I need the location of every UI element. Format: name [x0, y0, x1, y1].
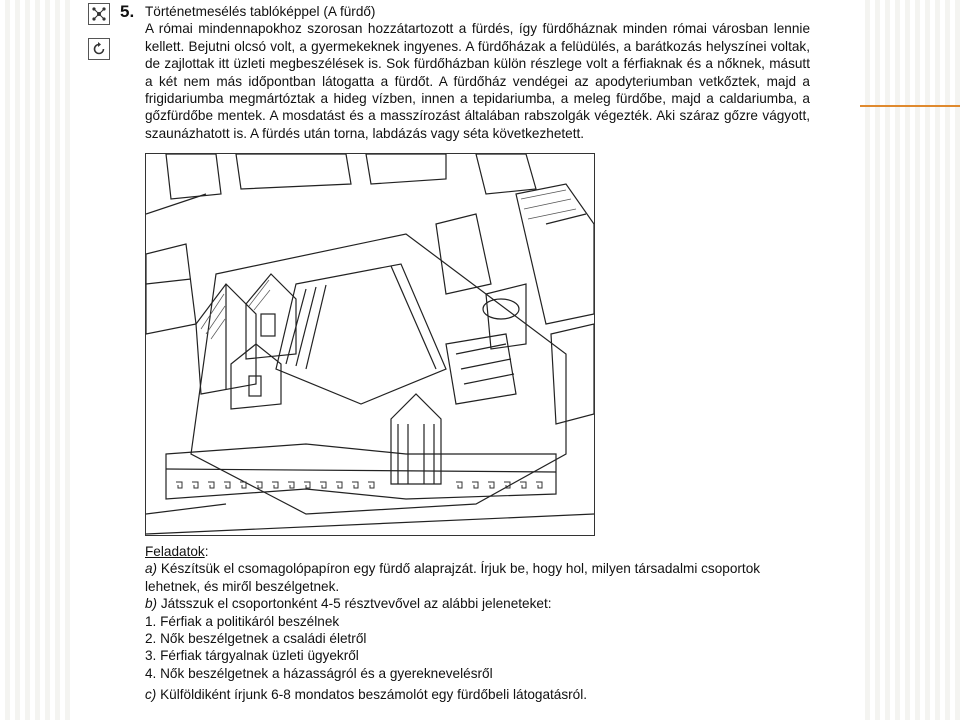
task-c-line: Külföldiként írjunk 6-8 mondatos beszámolót egy fürdőbeli látogatásról.: [156, 687, 588, 703]
task-a-line2: lehetnek, és miről beszélgetnek.: [145, 578, 340, 594]
task-b-item: 1. Férfiak a politikáról beszélnek: [145, 613, 340, 629]
exercise-number: 5.: [120, 2, 135, 21]
exercise-body: A római mindennapokhoz szorosan hozzátartozott a fürdés, így fürdőháznak minden római városban lennie kellett. Bejutni olcsó volt, a gyermekeknek ingyenes. A fürdőházak a felüdülés, a barátkozás helyszínei voltak, de zajlottak itt üzleti megbeszélések is. Sok fürdőházban külön részlege volt a férfiaknak és a nőknek, másutt a két nem más időpontban látogatta a fürdőt. A fürdőház vendégei az apodyteriumban vetkőztek, majd a frigidariumba megmártóztak a hideg vízben, innen a tepidariumba, a meleg fürdőbe, majd a caldariumba, a gőzfürdőbe mentek. A mosdatást és a masszírozást általában rabszolgák végezték. Aki száraz gőzre vágyott, szaunázhatott is. A fürdés után torna, labdázás vagy séta következhetett.: [145, 21, 810, 141]
exercise-title: Történetmesélés tablóképpel (A fürdő): [145, 4, 376, 19]
task-b-line: Játsszuk el csoportonként 4-5 résztvevővel az alábbi jeleneteket:: [157, 596, 552, 612]
right-stripe-background: [860, 0, 960, 720]
task-b-item: 4. Nők beszélgetnek a házasságról és a gyereknevelésről: [145, 665, 493, 681]
tasks-heading-colon: :: [204, 544, 209, 559]
roman-bath-drawing: [146, 154, 594, 535]
task-a-line1: Készítsük el csomagolópapíron egy fürdő alaprajzát. Írjuk be, hogy hol, milyen társadalmi csoportok: [157, 561, 761, 577]
roman-bath-illustration: [145, 153, 595, 536]
tasks-heading: Feladatok: [145, 544, 205, 559]
task-b-label: b): [145, 596, 158, 612]
textbook-page: [75, 0, 860, 720]
task-c-label: c): [145, 687, 157, 703]
repeat-arrow-icon: [88, 38, 110, 60]
task-b-item: 3. Férfiak tárgyalnak üzleti ügyekről: [145, 648, 359, 664]
exercise-intro: [145, 3, 810, 142]
task-b-item: 2. Nők beszélgetnek a családi életről: [145, 631, 367, 647]
tasks-section: [145, 543, 815, 704]
task-a-label: a): [145, 561, 158, 577]
left-stripe-background: [0, 0, 75, 720]
orange-accent-line: [858, 105, 960, 107]
group-arrows-icon: [88, 3, 110, 25]
